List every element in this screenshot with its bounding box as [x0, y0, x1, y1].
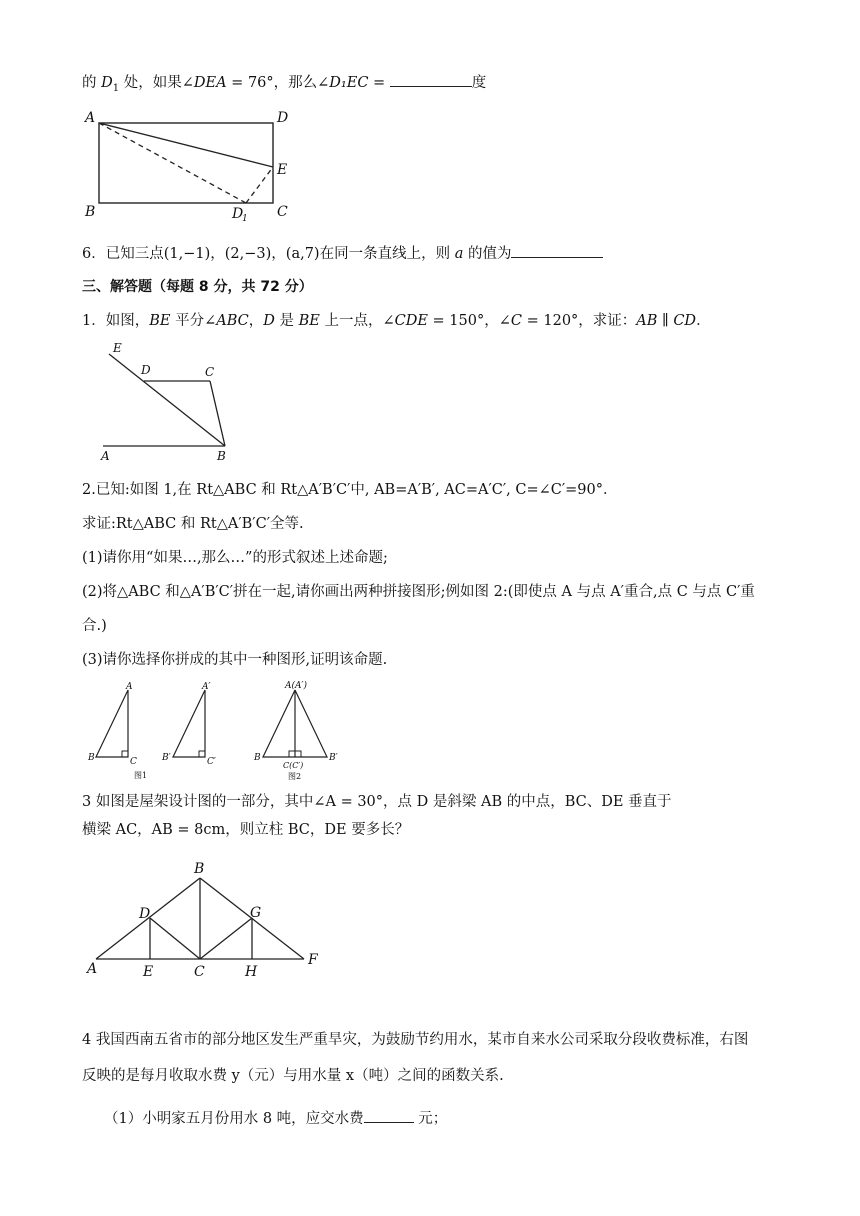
- p2-fig1-label-c: C: [130, 757, 137, 767]
- q5-eq: =: [368, 75, 390, 91]
- q6-text-b: 在同一条直线上，则: [319, 246, 455, 262]
- p1-num: 1．如图，: [82, 313, 150, 329]
- label-d: D: [277, 110, 289, 126]
- label-d1: D: [232, 206, 244, 222]
- p1-label-d: D: [141, 363, 151, 377]
- p2-fig1b-label-c: C′: [207, 757, 216, 767]
- p3-label-g: G: [250, 905, 262, 921]
- p2-fig1-label-b: B: [88, 753, 95, 763]
- p2-fig2-label-c: C(C′): [283, 761, 304, 770]
- p1-cde: CDE: [394, 313, 428, 329]
- brace-dc: [150, 918, 200, 959]
- q5-tail-line: [82, 72, 486, 99]
- p3-label-d: D: [139, 906, 151, 922]
- p2-fig2-label-a: A(A′): [285, 681, 308, 691]
- q5-mid: 处，如果∠: [123, 75, 194, 91]
- label-d1-sub: 1: [242, 214, 248, 222]
- segment-ae: [99, 123, 273, 167]
- p1-d: D: [263, 313, 275, 329]
- q6-sep-2: ，: [271, 246, 286, 262]
- p1-t3: 是: [274, 313, 299, 329]
- p2-fig2-triangle: [253, 680, 338, 781]
- rect-abcd: [99, 123, 273, 203]
- p2-fig1-label-a: A: [126, 682, 133, 692]
- p4-answer-blank[interactable]: [364, 1108, 414, 1123]
- q6-text-c: 的值为: [463, 246, 512, 262]
- p3-truss-figure: [82, 856, 332, 982]
- p2-figures: [80, 680, 350, 784]
- segment-ad1-dashed: [99, 123, 246, 203]
- p2-line-1: 2.已知:如图 1,在 Rt△ABC 和 Rt△A′B′C′中, AB=A′B′, AC=A′C′, C=∠C′=90°．: [82, 482, 618, 498]
- p2-line-5: 合.): [82, 618, 107, 634]
- q5-d1: D: [101, 75, 113, 91]
- q6-point-3: (a,7): [285, 246, 320, 262]
- p2-line-2: 求证:Rt△ABC 和 Rt△A′B′C′全等.: [82, 516, 304, 532]
- p1-figure: [95, 338, 245, 464]
- p2-fig1-caption: 图1: [134, 771, 148, 780]
- q5-dea: DEA: [193, 75, 227, 91]
- p1-be: BE: [149, 313, 171, 329]
- p2-line-4: (2)将△ABC 和△A′B′C′拼在一起,请你画出两种拼接图形;例如图 2:(即使点 A 与点 A′重合,点 C 与点 C′重: [82, 584, 755, 600]
- segment-d1e-dashed: [246, 167, 273, 203]
- p1-c: C: [510, 313, 522, 329]
- p3-label-e: E: [143, 964, 154, 980]
- q6-point-1: (1,−1): [163, 246, 211, 262]
- q5-d1ec: D₁EC: [329, 75, 369, 91]
- p4-line-1: 4 我国西南五省市的部分地区发生严重旱灾，为鼓励节约用水，某市自来水公司采取分段收费标准，右图: [82, 1032, 749, 1048]
- p1-label-e: E: [113, 341, 122, 355]
- p2-fig1b-label-b: B′: [162, 753, 171, 763]
- p1-t1: 平分∠: [170, 313, 217, 329]
- p1-label-b: B: [217, 449, 226, 463]
- q5-d1-sub: 1: [112, 82, 120, 94]
- label-a: A: [85, 110, 96, 126]
- section-3-title: 三、解答题（每题 8 分，共 72 分）: [82, 279, 313, 295]
- q6-sep-1: ，: [210, 246, 225, 262]
- label-e: E: [277, 162, 288, 178]
- label-b: B: [85, 204, 96, 220]
- q6-point-2: (2,−3): [224, 246, 272, 262]
- q6-var: a: [454, 246, 464, 262]
- p2-fig2-caption: 图2: [288, 772, 302, 781]
- p3-label-h: H: [245, 964, 258, 980]
- p2-fig1-triangle: [87, 682, 147, 780]
- p2-fig2-label-b: B: [254, 753, 261, 763]
- rectangle-fold-figure: [80, 104, 300, 222]
- p1-line: [82, 311, 711, 331]
- p3-line-2: 横梁 AC，AB = 8cm，则立柱 BC，DE 要多长？: [82, 822, 410, 838]
- p4-line-3: [104, 1108, 447, 1129]
- p4-line-3b: 元；: [413, 1111, 448, 1127]
- p1-t4: 上一点，∠: [319, 313, 395, 329]
- q5-answer-blank[interactable]: [390, 72, 472, 87]
- p2-fig1b-triangle: [161, 682, 216, 767]
- p4-line-2: 反映的是每月收取水费 y（元）与用水量 x（吨）之间的函数关系.: [82, 1068, 504, 1084]
- p3-label-b: B: [194, 861, 205, 877]
- q6-line: [82, 243, 603, 264]
- label-c: C: [277, 204, 288, 220]
- p2-line-6: (3)请你选择你拼成的其中一种图形,证明该命题.: [82, 652, 388, 668]
- p2-fig2-label-bp: B′: [329, 753, 338, 763]
- p1-t2: ，: [248, 313, 264, 329]
- p2-fig1b-label-a: A′: [202, 682, 211, 692]
- q6-answer-blank[interactable]: [511, 243, 603, 258]
- p3-label-a: A: [87, 961, 98, 977]
- p1-label-a: A: [101, 449, 110, 463]
- p1-label-c: C: [205, 365, 215, 379]
- p4-line-3a: （1）小明家五月份用水 8 吨，应交水费: [104, 1111, 364, 1127]
- p1-abc: ABC: [216, 313, 249, 329]
- p1-t6: = 120°，求证：: [522, 313, 637, 329]
- p1-ab-parallel-cd: AB ∥ CD: [636, 313, 697, 329]
- brace-gc: [200, 918, 252, 959]
- p3-label-c: C: [194, 964, 205, 980]
- q5-suffix: 度: [471, 75, 487, 91]
- p1-t5: = 150°，∠: [427, 313, 511, 329]
- p2-line-3: (1)请你用“如果…,那么…”的形式叙述上述命题;: [82, 550, 388, 566]
- p3-label-f: F: [308, 952, 318, 968]
- p1-be2: BE: [298, 313, 320, 329]
- p3-line-1: 3 如图是屋架设计图的一部分，其中∠A = 30°，点 D 是斜梁 AB 的中点，BC、DE 垂直于: [82, 794, 672, 810]
- q5-eq76: = 76°，那么∠: [226, 75, 330, 91]
- p1-t7: ．: [696, 313, 711, 329]
- q6-text-a: 6．已知三点: [82, 246, 164, 262]
- q5-prefix: 的: [82, 75, 97, 91]
